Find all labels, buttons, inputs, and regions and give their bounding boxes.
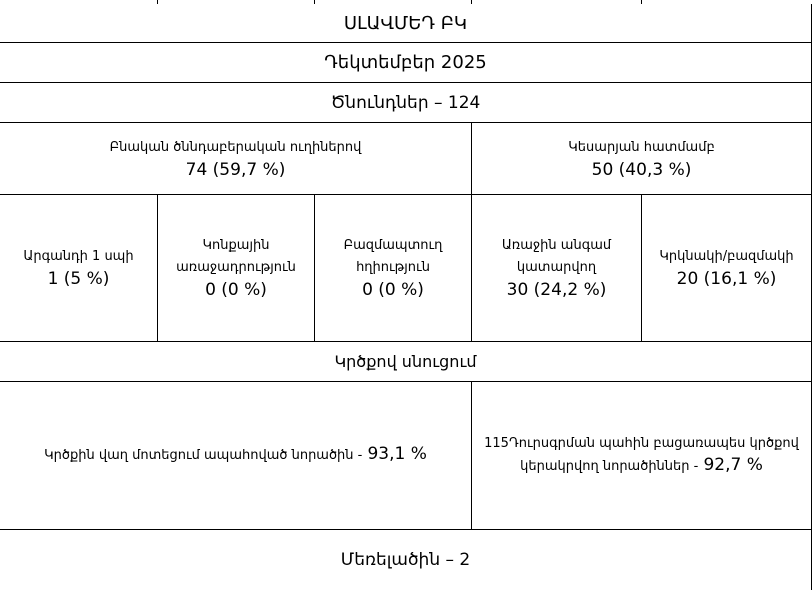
stillbirth-count: Մեռելածին – 2 xyxy=(340,550,471,570)
indication-label: հղիություն xyxy=(356,260,430,275)
exclusive-line2 xyxy=(520,455,763,478)
exclusive-label-line2: կերակրվող նորածիններ - xyxy=(520,459,699,474)
exclusive-value: 92,7 % xyxy=(703,455,763,475)
indication-label: կատարվող xyxy=(516,260,597,275)
cesarean-value: 50 (40,3 %) xyxy=(591,159,692,180)
indication-label: Առաջին անգամ xyxy=(501,238,612,253)
early-contact-line xyxy=(44,444,427,467)
indication-label: Բազմապտուղ xyxy=(343,238,443,253)
cesarean-cell xyxy=(472,123,812,195)
early-contact-value: 93,1 % xyxy=(367,444,427,464)
indication-value: 0 (0 %) xyxy=(205,280,267,300)
births-row xyxy=(0,83,812,123)
indication-value: 0 (0 %) xyxy=(362,280,424,300)
natural-delivery-value: 74 (59,7 %) xyxy=(185,159,286,180)
indication-label: Կրկնակի/բազմակի xyxy=(659,249,794,264)
stillbirth-row xyxy=(0,530,812,590)
early-contact-cell xyxy=(0,382,472,530)
hospital-name: ՍԼԱՎՄԵԴ ԲԿ xyxy=(343,12,468,34)
breastfeeding-title: Կրծքով սնուցում xyxy=(334,352,477,371)
indication-value: 30 (24,2 %) xyxy=(506,280,607,300)
period-row xyxy=(0,43,812,83)
hospital-name-row xyxy=(0,4,812,43)
indication-cell-repeat xyxy=(642,195,812,342)
cesarean-label: Կեսարյան հատմամբ xyxy=(568,139,715,155)
report-period: Դեկտեմբեր 2025 xyxy=(324,52,487,73)
indication-cell-breech xyxy=(158,195,315,342)
breastfeeding-header-row xyxy=(0,342,812,382)
indication-value: 20 (16,1 %) xyxy=(676,269,777,289)
natural-delivery-cell xyxy=(0,123,472,195)
early-contact-label: Կրծքին վաղ մոտեցում ապահոված նորածին - xyxy=(44,448,363,463)
natural-delivery-label: Բնական ծննդաբերական ուղիներով xyxy=(109,139,362,155)
indication-cell-scar xyxy=(0,195,158,342)
indication-label: Կոնքային xyxy=(202,238,270,253)
indication-value: 1 (5 %) xyxy=(47,269,110,289)
exclusive-breastfeeding-cell xyxy=(472,382,812,530)
indication-cell-multiple-pregnancy xyxy=(315,195,472,342)
indication-cell-first-time xyxy=(472,195,642,342)
births-total: Ծնունդներ – 124 xyxy=(330,92,481,113)
exclusive-label-line1: 115Դուրսգրման պահին բացառապես կրծքով xyxy=(484,436,799,451)
indication-label: Արգանդի 1 սպի xyxy=(23,249,134,264)
indication-label: առաջադրություն xyxy=(176,260,296,275)
